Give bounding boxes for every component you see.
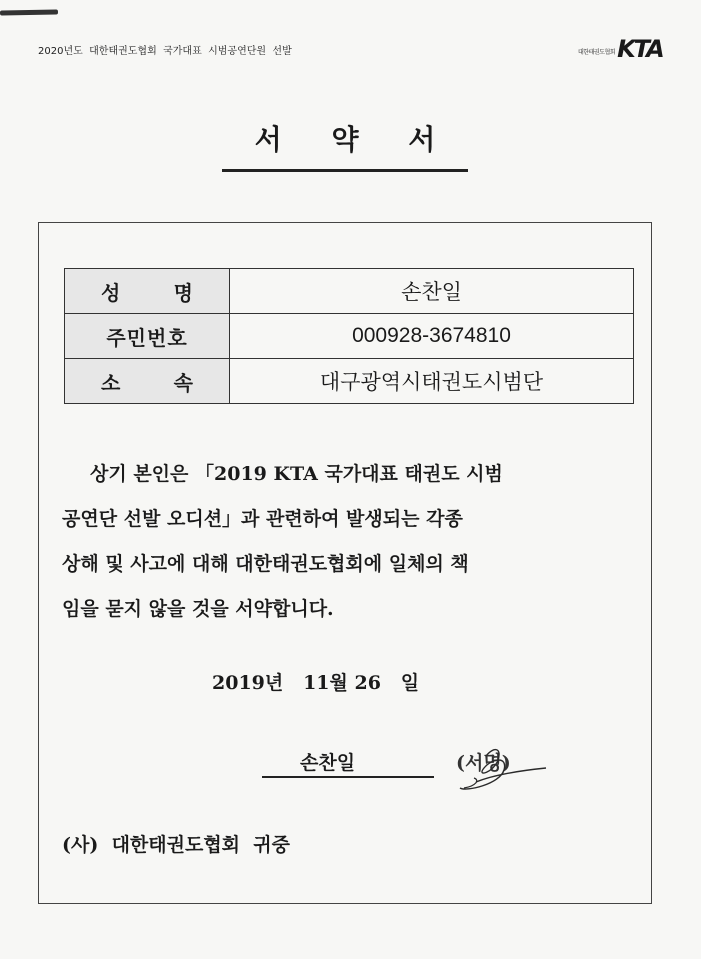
resident-number-label bbox=[65, 314, 230, 359]
affiliation-label-part-1: 소 bbox=[101, 370, 121, 395]
table-row bbox=[65, 314, 634, 359]
handwritten-signature bbox=[446, 738, 556, 798]
signature-line bbox=[262, 776, 434, 778]
recipient-line: (사) 대한태권도협회 귀중 bbox=[62, 834, 290, 856]
title-underline bbox=[222, 169, 468, 172]
logo-kta-text: KTA bbox=[617, 35, 663, 63]
resident-number-value: 000928-3674810 bbox=[230, 314, 634, 359]
document-title: 서 약 서 bbox=[254, 123, 438, 156]
pledge-date: 2019년 11월 26 일 bbox=[212, 672, 420, 694]
scan-mark bbox=[0, 9, 58, 15]
pledge-line-3: 상해 및 사고에 대해 대한태권도협회에 일체의 책 bbox=[62, 553, 469, 575]
pledge-line-1: 상기 본인은 「2019 KTA 국가대표 태권도 시범 bbox=[90, 463, 503, 485]
affiliation-label-part-2: 속 bbox=[173, 370, 193, 395]
kta-logo bbox=[578, 35, 663, 63]
name-value: 손찬일 bbox=[230, 269, 634, 314]
resident-number-label-text: 주민번호 bbox=[106, 325, 188, 350]
table-row bbox=[65, 269, 634, 314]
pledge-paragraph bbox=[62, 452, 640, 632]
seal-label: (서명) bbox=[456, 752, 511, 774]
header-event-line: 2020년도 대한태권도협회 국가대표 시범공연단원 선발 bbox=[38, 46, 292, 57]
name-label-part-1: 성 bbox=[101, 280, 121, 305]
affiliation-value: 대구광역시태권도시범단 bbox=[230, 359, 634, 404]
name-label bbox=[65, 269, 230, 314]
affiliation-label bbox=[65, 359, 230, 404]
name-label-part-2: 명 bbox=[173, 280, 193, 305]
signer-name: 손찬일 bbox=[300, 752, 356, 774]
table-row bbox=[65, 359, 634, 404]
pledge-line-2: 공연단 선발 오디션」과 관련하여 발생되는 각종 bbox=[62, 508, 463, 530]
info-table bbox=[64, 268, 634, 404]
pledge-line-4: 임을 묻지 않을 것을 서약합니다. bbox=[62, 598, 334, 620]
logo-small-text: 대한태권도협회 bbox=[578, 49, 616, 56]
